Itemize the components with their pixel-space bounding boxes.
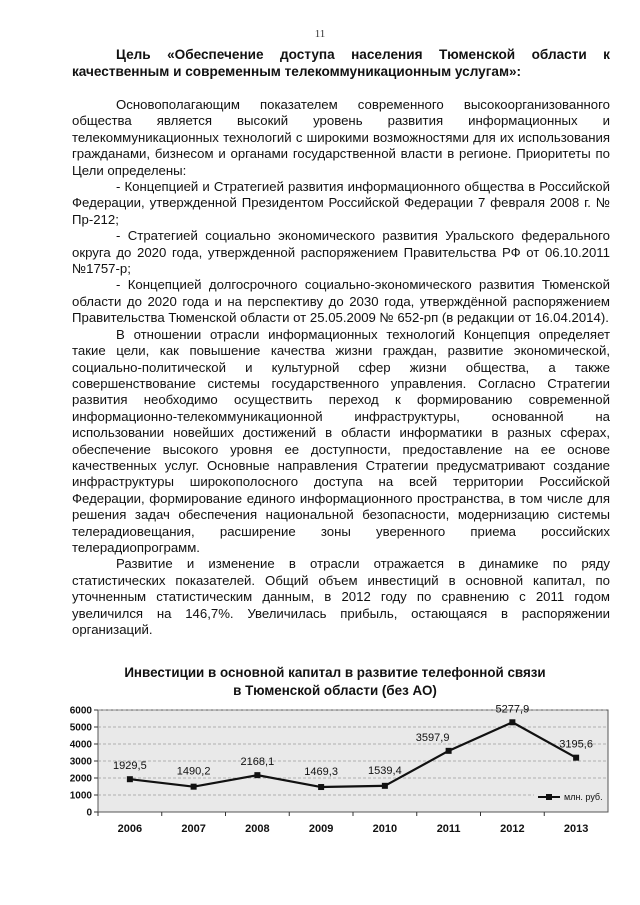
data-label: 1469,3 <box>304 766 338 779</box>
goal-heading <box>72 46 610 80</box>
paragraph-concept: В отношении отрасли информационных технологий Концепция определяет такие цели, как повышение качества жизни граждан, развитие экономической, социально-политической и культурной сфер жизни общества, а также совершенствование системы государственного управления. Согласно Стратегии развития необходимо осуществить переход к формированию современной информационно-телекоммуникационной инфраструктуры, основанной на использовании новейших достижений в области информатики в разных сферах, обеспечение высокого уровня ее доступности, предоставление на ее основе качественных услуг. Основные направления Стратегии предусматривают создание инфраструктуры широкополосного доступа на всей территории Российской Федерации, формирование единого информационного пространства, в том числе для решения задач обеспечения национальной безопасности, модернизацию системы телерадиовещания, расширение зоны уверенного приема российских телерадиопрограмм. <box>72 326 610 555</box>
paragraph-priority-3: - Концепцией долгосрочного социально-экономического развития Тюменской области до 2020 года и на перспективу до 2030 года, утверждённой распоряжением Правительства Тюменской области от 25.05.2009 № 652-рп (в редакции от 16.04.2014). <box>72 277 610 326</box>
paragraph-priority-1: - Концепцией и Стратегией развития информационного общества в Российской Федерации, утвержденной Президентом Российской Федерации 7 февраля 2008 г. № Пр-212; <box>72 179 610 227</box>
x-tick-label: 2009 <box>308 823 334 835</box>
x-tick-label: 2012 <box>500 823 525 835</box>
investment-line-chart <box>60 700 620 840</box>
paragraph-dynamics: Развитие и изменение в отрасли отражается в динамике по ряду статистических показателей. Общий объем инвестиций в основной капитал, по уточненным статистическим данным, в 2012 году по сравнению с 2011 годом увеличился на 146,7%. Увеличилась прибыль, остающаяся в распоряжении организаций. <box>72 556 610 637</box>
y-tick-label: 4000 <box>69 739 92 751</box>
goal-heading-text: Цель «Обеспечение доступа населения Тюменской области к качественным и современным телекоммуникационным услугам»: <box>72 47 610 79</box>
legend-marker <box>546 794 552 800</box>
y-tick-label: 0 <box>86 807 92 819</box>
data-point <box>573 755 579 761</box>
chart-title-line-1: Инвестиции в основной капитал в развитие телефонной связи <box>124 665 546 680</box>
body-text <box>72 97 610 638</box>
chart-title <box>100 664 570 700</box>
x-tick-label: 2011 <box>436 823 461 835</box>
y-tick-label: 5000 <box>69 722 92 734</box>
paragraph-priority-2: - Стратегией социально экономического развития Уральского федерального округа до 2020 года, утвержденной распоряжением Правительства РФ от 06.10.2011 №1757-р; <box>72 228 610 277</box>
data-label: 1490,2 <box>176 765 211 778</box>
data-point <box>127 776 133 782</box>
x-tick-label: 2013 <box>563 823 589 835</box>
chart-title-line-2: в Тюменской области (без АО) <box>233 683 437 698</box>
x-tick-label: 2006 <box>117 823 143 835</box>
data-label: 1929,5 <box>113 760 147 773</box>
data-label: 2168,1 <box>240 756 275 769</box>
data-label: 3597,9 <box>415 731 450 744</box>
paragraph-intro: Основополагающим показателем современного высокоорганизованного общества является высокий уровень развития информационных и телекоммуникационных технологий с широкими возможностями для их использования гражданами, бизнесом и органами государственной власти в регионе. Приоритеты по Цели определены: <box>72 97 610 178</box>
data-point <box>191 784 197 790</box>
data-label: 3195,6 <box>559 738 593 751</box>
data-point <box>446 748 452 754</box>
x-tick-label: 2008 <box>245 823 270 835</box>
data-point <box>254 772 260 778</box>
legend-label: млн. руб. <box>564 792 603 802</box>
y-tick-label: 3000 <box>69 756 92 768</box>
data-point <box>318 784 324 790</box>
page-number: 11 <box>314 28 326 40</box>
data-label: 5277,9 <box>495 703 530 716</box>
y-tick-label: 2000 <box>69 773 92 785</box>
x-tick-label: 2007 <box>181 823 206 835</box>
data-point <box>509 719 515 725</box>
y-tick-label: 6000 <box>69 705 92 717</box>
data-label: 1539,4 <box>368 764 402 777</box>
x-tick-label: 2010 <box>372 823 398 835</box>
data-point <box>382 783 388 789</box>
y-tick-label: 1000 <box>69 790 92 802</box>
